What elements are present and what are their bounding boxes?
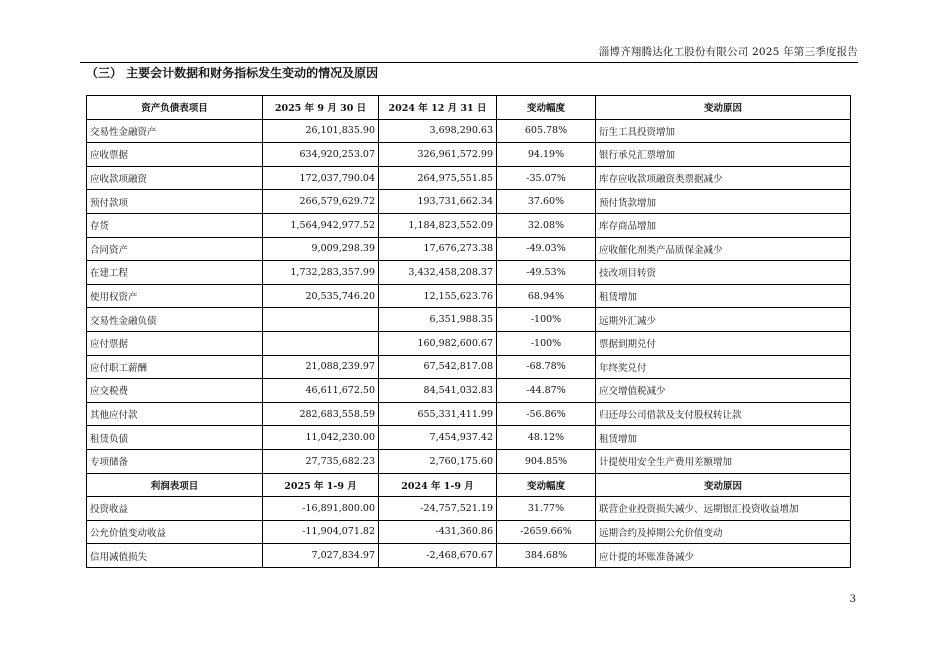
change-reason: 应交增值税减少 (596, 379, 851, 403)
balance-sheet-prior-period-header: 2024 年 12 月 31 日 (379, 96, 497, 120)
table-row (87, 213, 851, 237)
prior-value: 67,542,817.08 (379, 355, 497, 379)
prior-value: 7,454,937.42 (379, 426, 497, 450)
income-statement-current-period-header: 2025 年 1-9 月 (263, 473, 379, 497)
current-value: 634,920,253.07 (263, 143, 379, 167)
prior-value: 3,432,458,208.37 (379, 261, 497, 285)
current-value: 7,027,834.97 (263, 544, 379, 568)
change-reason: 应计提的坏账准备减少 (596, 544, 851, 568)
change-reason: 应收催化剂类产品质保金减少 (596, 237, 851, 261)
change-rate: 68.94% (497, 284, 596, 308)
balance-sheet-item-header: 资产负债表项目 (87, 96, 263, 120)
prior-value: 160,982,600.67 (379, 331, 497, 355)
prior-value: -431,360.86 (379, 520, 497, 544)
change-reason: 票据到期兑付 (596, 331, 851, 355)
change-reason: 年终奖兑付 (596, 355, 851, 379)
table-row (87, 497, 851, 521)
change-rate: 32.08% (497, 213, 596, 237)
item-name: 应收票据 (87, 143, 263, 167)
item-name: 存货 (87, 213, 263, 237)
change-rate: -100% (497, 308, 596, 332)
change-rate: -68.78% (497, 355, 596, 379)
change-reason: 归还母公司借款及支付股权转让款 (596, 402, 851, 426)
item-name: 信用减值损失 (87, 544, 263, 568)
table-row (87, 355, 851, 379)
balance-sheet-header-row (87, 96, 851, 120)
change-rate: -49.53% (497, 261, 596, 285)
item-name: 其他应付款 (87, 402, 263, 426)
item-name: 应收款项融资 (87, 166, 263, 190)
table-row (87, 544, 851, 568)
income-statement-prior-period-header: 2024 年 1-9 月 (379, 473, 497, 497)
page-number: 3 (849, 594, 856, 605)
current-value: 282,683,558.59 (263, 402, 379, 426)
change-rate: 94.19% (497, 143, 596, 167)
table-row (87, 402, 851, 426)
current-value: 11,042,230.00 (263, 426, 379, 450)
change-rate: 31.77% (497, 497, 596, 521)
table-row (87, 520, 851, 544)
prior-value: 12,155,623.76 (379, 284, 497, 308)
change-reason: 计提使用安全生产费用差额增加 (596, 449, 851, 473)
change-rate: 48.12% (497, 426, 596, 450)
item-name: 交易性金融资产 (87, 119, 263, 143)
prior-value: -24,757,521.19 (379, 497, 497, 521)
income-statement-change-header: 变动幅度 (497, 473, 596, 497)
table-row (87, 261, 851, 285)
current-value: -11,904,071.82 (263, 520, 379, 544)
item-name: 投资收益 (87, 497, 263, 521)
table-row (87, 166, 851, 190)
current-value (263, 331, 379, 355)
change-reason: 技改项目转资 (596, 261, 851, 285)
income-statement-item-header: 利润表项目 (87, 473, 263, 497)
table-row (87, 190, 851, 214)
item-name: 应交税费 (87, 379, 263, 403)
item-name: 公允价值变动收益 (87, 520, 263, 544)
balance-sheet-change-header: 变动幅度 (497, 96, 596, 120)
change-rate: 904.85% (497, 449, 596, 473)
change-reason: 库存应收款项融资类票据减少 (596, 166, 851, 190)
current-value: 172,037,790.04 (263, 166, 379, 190)
item-name: 交易性金融负债 (87, 308, 263, 332)
table-row (87, 143, 851, 167)
change-reason: 租赁增加 (596, 426, 851, 450)
current-value: 21,088,239.97 (263, 355, 379, 379)
table-row (87, 284, 851, 308)
current-value: 9,009,298.39 (263, 237, 379, 261)
current-value (263, 308, 379, 332)
change-rate: -49.03% (497, 237, 596, 261)
item-name: 预付款项 (87, 190, 263, 214)
table-row (87, 237, 851, 261)
change-rate: -100% (497, 331, 596, 355)
current-value: 266,579,629.72 (263, 190, 379, 214)
item-name: 在建工程 (87, 261, 263, 285)
prior-value: 2,760,175.60 (379, 449, 497, 473)
current-value: 26,101,835.90 (263, 119, 379, 143)
item-name: 专项储备 (87, 449, 263, 473)
current-value: 27,735,682.23 (263, 449, 379, 473)
table-row (87, 426, 851, 450)
change-reason: 预付货款增加 (596, 190, 851, 214)
item-name: 应付票据 (87, 331, 263, 355)
report-header-title: 淄博齐翔腾达化工股份有限公司 2025 年第三季度报告 (598, 46, 858, 58)
current-value: 1,732,283,357.99 (263, 261, 379, 285)
prior-value: 6,351,988.35 (379, 308, 497, 332)
current-value: 20,535,746.20 (263, 284, 379, 308)
current-value: 46,611,672.50 (263, 379, 379, 403)
change-reason: 联营企业投资损失减少、远期银汇投资收益增加 (596, 497, 851, 521)
prior-value: 655,331,411.99 (379, 402, 497, 426)
change-rate: 37.60% (497, 190, 596, 214)
change-reason: 远期合约及掉期公允价值变动 (596, 520, 851, 544)
change-rate: -35.07% (497, 166, 596, 190)
table-row (87, 379, 851, 403)
change-reason: 衍生工具投资增加 (596, 119, 851, 143)
item-name: 租赁负债 (87, 426, 263, 450)
prior-value: 193,731,662.34 (379, 190, 497, 214)
change-reason: 库存商品增加 (596, 213, 851, 237)
balance-sheet-reason-header: 变动原因 (596, 96, 851, 120)
prior-value: 3,698,290.63 (379, 119, 497, 143)
current-value: 1,564,942,977.52 (263, 213, 379, 237)
prior-value: 84,541,032.83 (379, 379, 497, 403)
change-rate: -2659.66% (497, 520, 596, 544)
prior-value: -2,468,670.67 (379, 544, 497, 568)
item-name: 合同资产 (87, 237, 263, 261)
change-rate: 384.68% (497, 544, 596, 568)
item-name: 使用权资产 (87, 284, 263, 308)
table-row (87, 119, 851, 143)
item-name: 应付职工薪酬 (87, 355, 263, 379)
prior-value: 17,676,273.38 (379, 237, 497, 261)
table-row (87, 449, 851, 473)
table-row (87, 331, 851, 355)
income-statement-reason-header: 变动原因 (596, 473, 851, 497)
prior-value: 326,961,572.99 (379, 143, 497, 167)
financial-changes-table (86, 95, 851, 568)
section-title: （三） 主要会计数据和财务指标发生变动的情况及原因 (86, 66, 379, 80)
prior-value: 264,975,551.85 (379, 166, 497, 190)
table-row (87, 308, 851, 332)
header-divider (80, 62, 858, 63)
current-value: -16,891,800.00 (263, 497, 379, 521)
change-reason: 银行承兑汇票增加 (596, 143, 851, 167)
balance-sheet-current-period-header: 2025 年 9 月 30 日 (263, 96, 379, 120)
change-rate: -44.87% (497, 379, 596, 403)
prior-value: 1,184,823,552.09 (379, 213, 497, 237)
change-reason: 远期外汇减少 (596, 308, 851, 332)
change-reason: 租赁增加 (596, 284, 851, 308)
change-rate: -56.86% (497, 402, 596, 426)
change-rate: 605.78% (497, 119, 596, 143)
income-statement-header-row (87, 473, 851, 497)
